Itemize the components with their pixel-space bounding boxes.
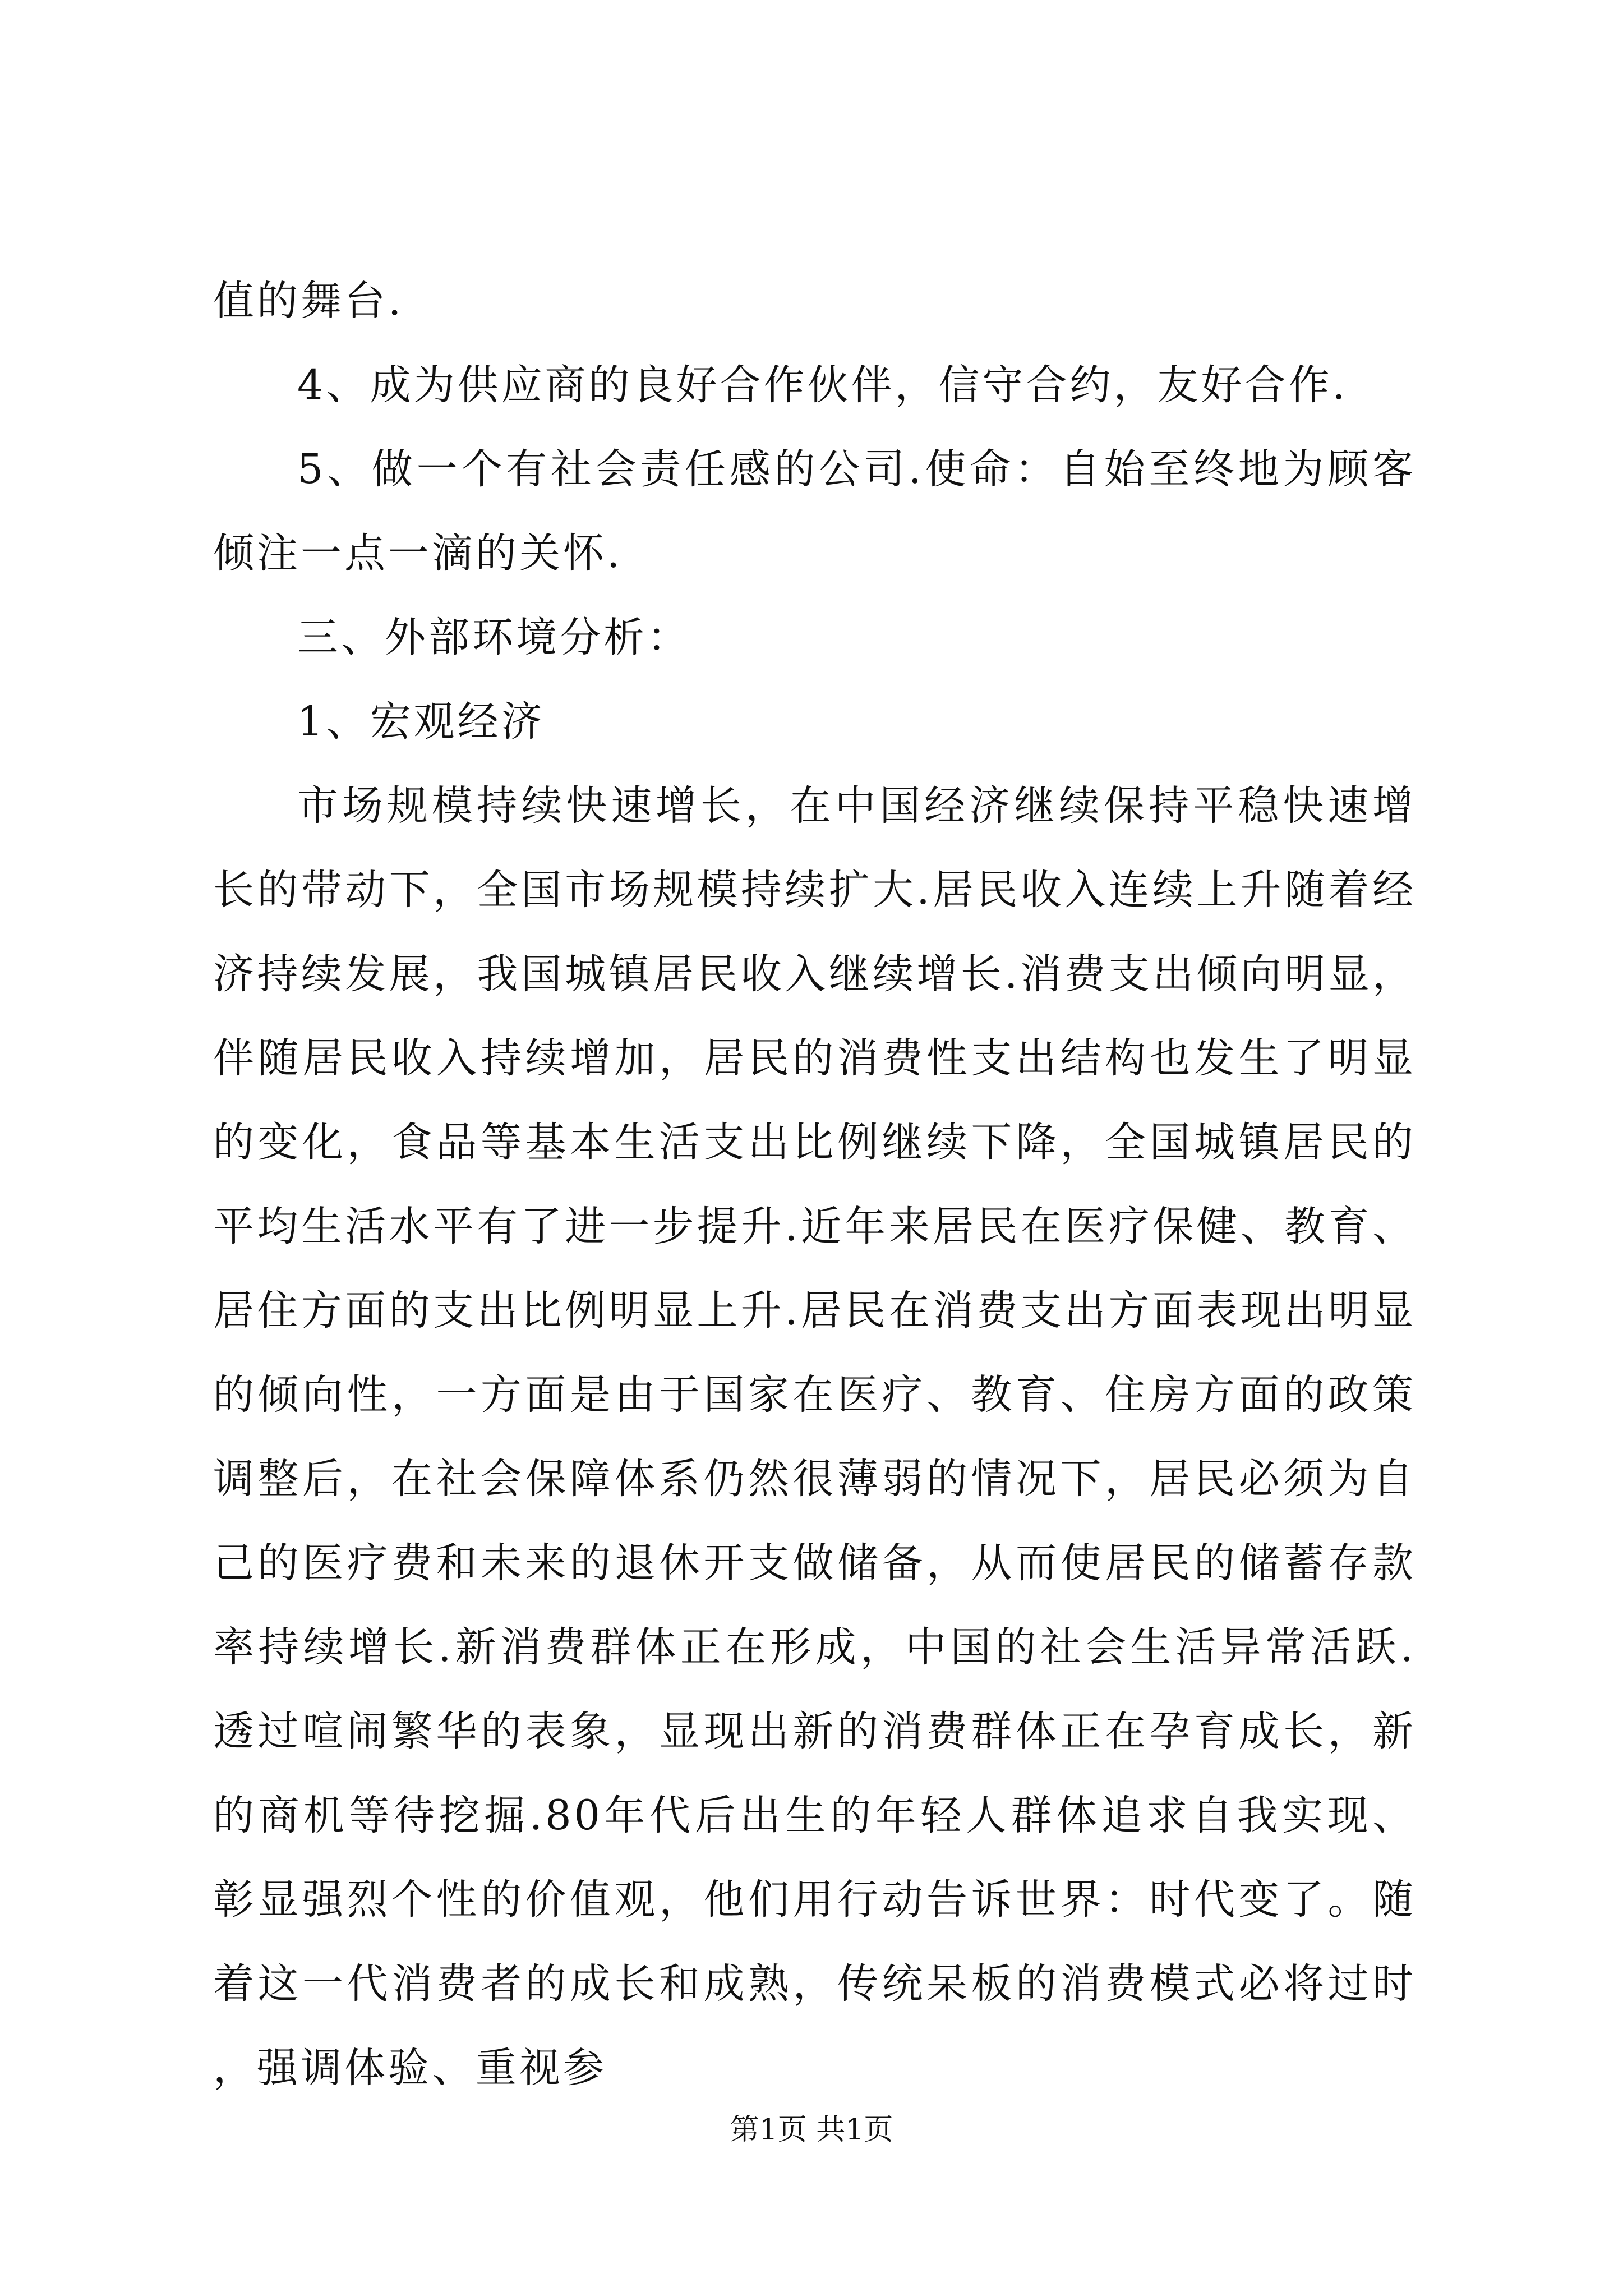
page-footer: 第1页 共1页 <box>730 2113 893 2147</box>
section-heading-external-environment: 三、外部环境分析： <box>297 614 691 661</box>
paragraph-continuation: 值的舞台. <box>213 277 404 325</box>
subsection-heading-macro-economy: 1、宏观经济 <box>297 698 545 746</box>
document-body <box>213 259 1416 2110</box>
paragraph-macro-economy-body: 市场规模持续快速增长，在中国经济继续保持平稳快速增长的带动下，全国市场规模持续扩大.居民收入连续上升随着经济持续发展，我国城镇居民收入继续增长.消费支出倾向明显，伴随居民收入持续增加，居民的消费性支出结构也发生了明显的变化，食品等基本生活支出比例继续下降，全国城镇居民的平均生活水平有了进一步提升.近年来居民在医疗保健、教育、居住方面的支出比例明显上升.居民在消费支出方面表现出明显的倾向性，一方面是由于国家在医疗、教育、住房方面的政策调整后，在社会保障体系仍然很薄弱的情况下，居民必须为自己的医疗费和未来的退休开支做储备，从而使居民的储蓄存款率持续增长.新消费群体正在形成，中国的社会生活异常活跃.透过喧闹繁华的表象，显现出新的消费群体正在孕育成长，新的商机等待挖掘.80年代后出生的年轻人群体追求自我实现、彰显强烈个性的价值观，他们用行动告诉世界：时代变了。随着这一代消费者的成长和成熟，传统呆板的消费模式必将过时，强调体验、重视参 <box>213 782 1416 2092</box>
paragraph-item-4: 4、成为供应商的良好合作伙伴，信守合约，友好合作. <box>297 361 1348 409</box>
paragraph-item-5: 5、做一个有社会责任感的公司.使命：自始至终地为顾客倾注一点一滴的关怀. <box>213 445 1416 577</box>
